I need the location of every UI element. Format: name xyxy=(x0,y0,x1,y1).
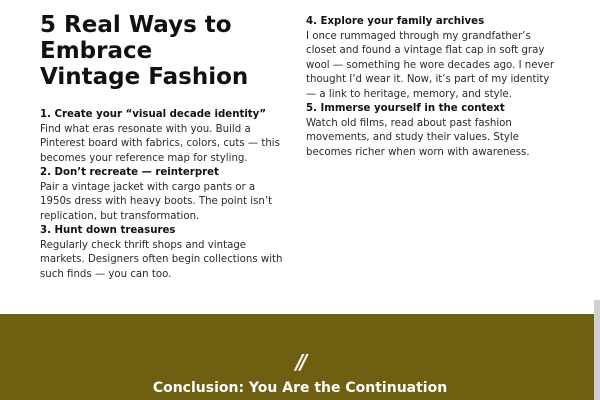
left-column xyxy=(40,108,298,282)
tip-body-line: Pair a vintage jacket with cargo pants or a xyxy=(40,181,256,193)
tip-body-line: Regularly check thrift shops and vintage xyxy=(40,239,247,251)
tip-body-line: 1950s dress with heavy boots. The point isn’t xyxy=(40,196,273,207)
tip-body-line: replication, but transformation. xyxy=(40,210,200,222)
tip-item xyxy=(40,166,298,224)
article-title-line: Vintage Fashion xyxy=(40,64,249,90)
tip-body-line: Pinterest board with fabrics, colors, cuts — this xyxy=(40,138,280,149)
article-title-line: Embrace xyxy=(40,38,153,64)
tip-heading: 3. Hunt down treasures xyxy=(40,225,176,236)
tip-body-line: becomes your reference map for styling. xyxy=(40,152,248,164)
scrollbar[interactable] xyxy=(594,300,600,400)
conclusion-title: Conclusion: You Are the Continuation xyxy=(152,380,448,396)
tip-item xyxy=(306,102,568,160)
tip-body xyxy=(40,181,298,225)
tip-body-line: thought I’d wear it. Now, it’s part of my identity xyxy=(306,74,550,85)
tip-item xyxy=(306,15,568,102)
tip-body-line: closet and found a vintage flat cap in soft gray xyxy=(306,45,545,56)
right-column xyxy=(306,15,568,160)
tip-body-line: Watch old films, read about past fashion xyxy=(306,117,512,129)
tip-item xyxy=(40,224,298,282)
tip-heading: 1. Create your “visual decade identity” xyxy=(40,109,267,120)
tip-body xyxy=(306,117,568,161)
tip-body xyxy=(306,30,568,103)
tip-body-line: I once rummaged through my grandfather’s xyxy=(306,30,531,42)
tip-heading: 2. Don’t recreate — reinterpret xyxy=(40,167,219,178)
tip-heading: 4. Explore your family archives xyxy=(306,16,485,27)
tip-body-line: markets. Designers often begin collections with xyxy=(40,254,283,265)
tip-body-line: Find what eras resonate with you. Build a xyxy=(40,123,251,135)
article-title xyxy=(40,12,280,90)
article-title-line: 5 Real Ways to xyxy=(40,12,232,38)
tip-body xyxy=(40,123,298,167)
tip-body xyxy=(40,239,298,283)
tip-body-line: wool — something he wore decades ago. I never xyxy=(306,59,555,71)
tip-body-line: such finds — you can too. xyxy=(40,268,172,280)
tip-body-line: becomes richer when worn with awareness. xyxy=(306,146,530,158)
tip-body-line: — a link to heritage, memory, and style. xyxy=(306,88,512,100)
tip-item xyxy=(40,108,298,166)
tip-heading: 5. Immerse yourself in the context xyxy=(306,103,505,114)
tip-body-line: movements, and study their values. Style xyxy=(306,132,519,143)
quote-mark-icon: // xyxy=(295,350,305,374)
